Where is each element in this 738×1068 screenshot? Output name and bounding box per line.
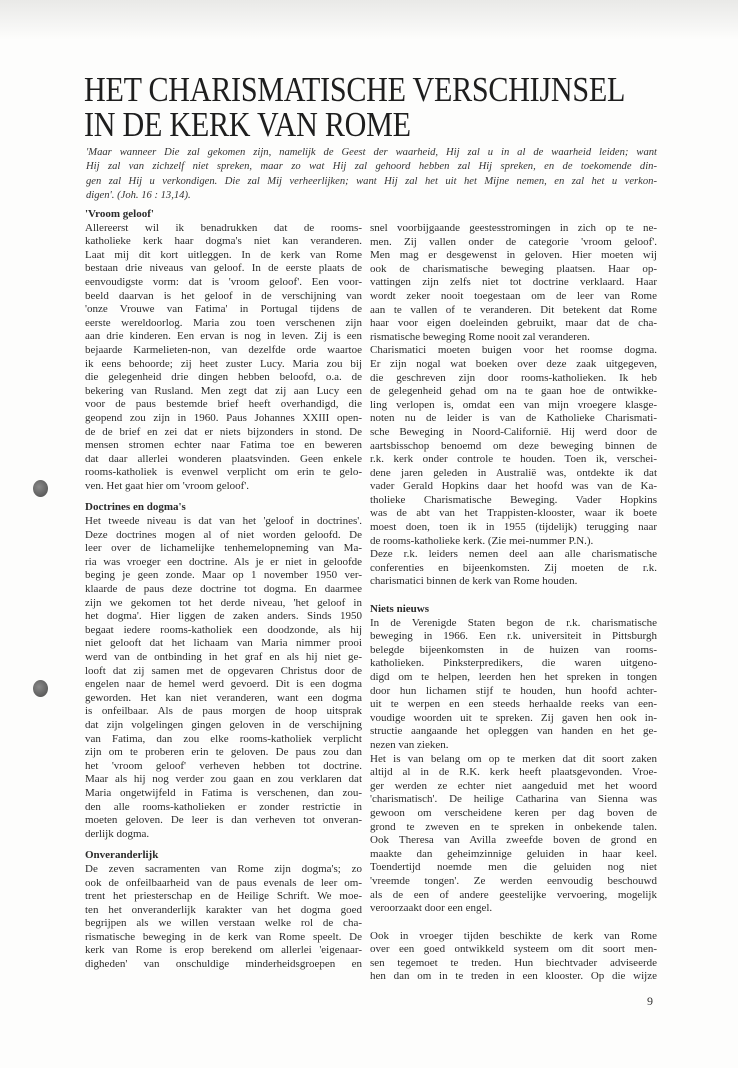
text-line: niet gelooft dat het lichaam van Maria nimmer prooi (85, 637, 362, 650)
text-line: belegde bijeenkomsten in de huizen van rooms- (370, 643, 657, 656)
text-line: Laat mij dit kort uitleggen. In de kerk van Rome (85, 248, 362, 261)
paragraph (85, 863, 362, 972)
paragraph (370, 930, 657, 984)
text-line: ook de onfeilbaarheid van de paus evenals de leer om- (85, 876, 362, 889)
text-line: kerk van Rome is erop berekend om allerlei 'eigenaar- (85, 944, 362, 957)
text-line: ten het onveranderlijk karakter van het dogma goed (85, 903, 362, 916)
quote-line: digen'. (Joh. 16 : 13,14). (86, 189, 191, 201)
text-line: de de brief en zei dat er niets bijzonders in stond. De (85, 425, 362, 438)
text-line: Er zijn nogal wat boeken over deze zaak uitgegeven, (370, 357, 657, 370)
text-line: mensen stromen echter naar Fatima toe en beweren (85, 439, 362, 452)
text-line: moeten geloven. De leer is dan verheven tot onveran- (85, 814, 362, 827)
text-line: moest doen, toen ik in 1955 (tijdelijk) terugging naar (370, 521, 657, 534)
paragraph (85, 222, 362, 494)
text-line: Deze doctrines mogen al of niet worden geloofd. De (85, 528, 362, 541)
text-line: 'vreemde tongen'. Ze werden eenvoudig beschouwd (370, 874, 657, 887)
text-line: die geschreven zijn door rooms-katholieken. Ik heb (370, 371, 657, 384)
text-line: looft dat zij samen met de opgevaren Christus door de (85, 664, 362, 677)
text-line: ger werden ze echter niet aangeduid met het woord (370, 779, 657, 792)
text-line: grond te zweven en te spreken in onbekende talen. (370, 820, 657, 833)
text-line: dene jaren geleden in Australië was, ontdekte ik dat (370, 466, 657, 479)
text-line: beweging in 1966. Een r.k. universiteit in Pittsburgh (370, 630, 657, 643)
epigraph-quote (86, 146, 657, 203)
text-line: hen dan om in te treden in een klooster. Op die wijze (370, 970, 657, 983)
text-line: katholieke kerk haar dogma's niet kan veranderen. (85, 235, 362, 248)
paragraph (370, 344, 657, 548)
text-line: In de Verenigde Staten begon de r.k. charismatische (370, 616, 657, 629)
text-line: Het is van belang om op te merken dat dit soort zaken (370, 752, 657, 765)
text-line: sche Beweging in Noord-Californië. Hij werd door de (370, 425, 657, 438)
paragraph (85, 515, 362, 841)
text-line: bekering van Rusland. Men zegt dat zij aan Lucy een (85, 384, 362, 397)
punch-hole-top (33, 480, 48, 497)
text-line: begrijpen als we willen verstaan welke rol de cha- (85, 917, 362, 930)
text-line: Men mag er desgewenst in geloven. Hier moeten wij (370, 249, 657, 262)
text-line: bejaarde Karmelieten-non, van dezelfde orde waartoe (85, 343, 362, 356)
text-line: beeld daarvan is het geloof in de verschijning van (85, 289, 362, 302)
left-column (85, 208, 362, 972)
text-line: men. Zij vallen onder de categorie 'vroom geloof'. (370, 235, 657, 248)
text-line: aan drie kinderen. Een ervan is nog in leven. Zij is een (85, 330, 362, 343)
text-line: aan te vallen of te veranderen. Dit betekent dat Rome (370, 303, 657, 316)
text-line: noten nu de leider is van de Katholieke Charismati- (370, 412, 657, 425)
text-line: conferenties en bijeenkomsten. Zij moeten de r.k. (370, 561, 657, 574)
text-line: over een goed ontwikkeld systeem om dit soort men- (370, 943, 657, 956)
text-line: den alle rooms-katholieken er zonder restrictie in (85, 800, 362, 813)
text-line: uit te werpen en een steeds herhaalde reeks van een- (370, 698, 657, 711)
text-line: gewoon om verscheidene keren per dag boven de (370, 806, 657, 819)
section-heading: Doctrines en dogma's (85, 501, 186, 514)
text-line: derlijk dogma. (85, 827, 150, 840)
text-line: van Fatima, dan zou elke rooms-katholiek verplicht (85, 732, 362, 745)
text-line: ook de charismatische beweging plaatsen. Haar op- (370, 262, 657, 275)
text-line: het dogma'. Hier liggen de zaken anders. Sinds 1950 (85, 610, 362, 623)
text-line: geopend zou zijn in 1960. Paus Johannes XXIII open- (85, 411, 362, 424)
text-line: begaat iedere rooms-katholiek een doodzonde, als hij (85, 623, 362, 636)
article-section (85, 849, 362, 971)
text-line: haar voor eigen doeleinden gebruikt, maar dat de cha- (370, 317, 657, 330)
text-line: de rooms-katholieke kerk. (Zie mei-nummer P.N.). (370, 534, 594, 547)
text-line: ria was vroeger een doctrine. Als je er niet in geloofde (85, 555, 362, 568)
text-line: ik eens behoorde; zij heet zuster Lucy. Maria zou bij (85, 357, 362, 370)
text-line: altijd al in de R.K. kerk heeft plaatsgevonden. Vroe- (370, 766, 657, 779)
text-line: voudige woorden uit te spreken. Zij gaven hen ook in- (370, 711, 657, 724)
right-column (370, 222, 657, 984)
text-line: Ook Theresa van Avilla zweefde boven de grond en (370, 834, 657, 847)
text-line: als de een of andere geestelijke vervoering, mogelijk (370, 888, 657, 901)
text-line: Maria ongetwijfeld in Fatima is verschenen, dan zou- (85, 786, 362, 799)
text-line: zijn om te proberen erin te geloven. De paus zou dan (85, 746, 362, 759)
article-section (370, 222, 657, 589)
text-line: r.k. kerk onder controle te houden. Toen ik, verschei- (370, 453, 657, 466)
text-line: De zeven sacramenten van Rome zijn dogma's; zo (85, 862, 362, 875)
text-line: dat daar allerlei wonderen plaatsvinden. Geen enkele (85, 452, 362, 465)
text-line: wordt zeker nooit toegestaan om de leer van Rome (370, 289, 657, 302)
text-line: 'onze Vrouwe van Fatima' in Portugal tijdens de (85, 303, 362, 316)
text-line: beging je geen zonde. Maar op 1 november 1950 ver- (85, 569, 362, 582)
text-line: werd van de ontbinding in het graf en als hij niet ge- (85, 651, 362, 663)
text-line: sen tegemoet te treden. Hun biechtvader adviseerde (370, 956, 657, 969)
text-line: Charismatici moeten buigen voor het roomse dogma. (370, 344, 657, 357)
text-line: rismatische beweging in de kerk van Rome speelt. De (85, 930, 362, 943)
paragraph (370, 222, 657, 344)
text-line: charismatici binnen de kerk van Rome houden. (370, 575, 578, 588)
paragraph (370, 548, 657, 589)
text-line: veroorzaakt door een engel. (370, 902, 493, 915)
text-line: Deze r.k. leiders nemen deel aan alle charismatische (370, 548, 657, 561)
quote-line: Hij zal van zichzelf niet spreken, maar zo wat Hij zal gehoord hebben zal Hij spreken, en de toekomende din- (86, 161, 657, 173)
text-line: is onfeilbaar. Als de paus morgen de hoop uitsprak (85, 705, 362, 718)
paragraph (370, 617, 657, 753)
article-section (85, 501, 362, 841)
section-heading: Niets nieuws (370, 603, 429, 616)
text-line: leer over de lichamelijke tenhemelopneming van Ma- (85, 542, 362, 555)
text-line: door hun lichamen stijf te houden, hun hoofd achter- (370, 684, 657, 697)
text-line: engelen naar de hemel werd gevoerd. Dit is een dogma (85, 678, 362, 691)
article-section (85, 208, 362, 493)
text-line: Het tweede niveau is dat van het 'geloof in doctrines'. (85, 515, 362, 528)
text-line: zijn we gekomen tot het derde niveau, 'het geloof in (85, 596, 362, 609)
text-line: snel voorbijgaande geestesstromingen in zich op te ne- (370, 222, 657, 234)
text-line: eenvoudigste vorm: dat is 'vroom geloof'. Een voor- (85, 275, 362, 288)
quote-line: gen zal Hij u verkondigen. Die zal Mij verheerlijken; want Hij zal het uit het Mijne nemen, en zal het u verkon- (86, 175, 657, 187)
text-line: Maar als hij nog verder zou gaan en zou verklaren dat (85, 773, 362, 786)
scan-shading (0, 0, 738, 40)
title-line: HET CHARISMATISCHE VERSCHIJNSEL (84, 70, 626, 109)
text-line: structie aangaande het opleggen van handen en het ge- (370, 725, 657, 738)
text-line: maakte dan geheimzinnige geluiden in haar keel. (370, 847, 657, 860)
text-line: ven. Het gaat hier om 'vroom geloof'. (85, 479, 250, 492)
text-line: vattingen zijn zelfs niet tot doctrine verklaard. Haar (370, 276, 657, 289)
text-line: digd om te helpen, leerden hen het spreken in tongen (370, 671, 657, 683)
page-number: 9 (647, 994, 653, 1008)
text-line: rismatische beweging Rome nooit zal veranderen. (370, 330, 590, 343)
text-line: vader Gerald Hopkins daar het hoofd was van de Ka- (370, 480, 657, 493)
title-line: IN DE KERK VAN ROME (84, 105, 411, 144)
text-line: Toendertijd noemde men die geluiden nog niet (370, 861, 657, 874)
text-line: Allereerst wil ik benadrukken dat de rooms- (85, 221, 362, 234)
text-line: aartsbisschop benoemd om deze beweging binnen de (370, 439, 657, 452)
section-heading: Onveranderlijk (85, 849, 159, 862)
text-line: voor de paus bestemde brief heeft overhandigd, die (85, 398, 362, 411)
text-line: katholieken. Pinksterpredikers, die waren uitgeno- (370, 657, 657, 670)
text-line: bestaan drie niveaus van geloof. In de eerste plaats de (85, 262, 362, 275)
paragraph (370, 753, 657, 916)
text-line: rooms-katholiek is evenwel verplicht om erin te gelo- (85, 466, 362, 479)
text-line: tholieke Charismatische Beweging. Vader Hopkins (370, 493, 657, 506)
text-line: ling verlopen is, omdat een van mijn vroegere klasge- (370, 398, 657, 411)
text-line: 'charismatisch'. De heilige Catharina van Sienna was (370, 793, 657, 806)
article-title (84, 72, 625, 142)
text-line: de gelegenheid gehad om na te gaan hoe de ontwikke- (370, 385, 657, 398)
text-line: dat zijn volgelingen gingen geloven in de verschijning (85, 718, 362, 731)
text-line: digheden' van onschuldige minderheidsgroepen en (85, 958, 362, 971)
quote-line: 'Maar wanneer Die zal gekomen zijn, namelijk de Geest der waarheid, Hij zal u in al de waarheid leiden; want (86, 147, 657, 158)
text-line: eerste wereldoorlog. Maria zou toen verschenen zijn (85, 316, 362, 329)
text-line: geworden. Het kan niet veranderen, want een dogma (85, 691, 362, 704)
text-line: het 'vroom geloof' verheven hebben tot doctrine. (85, 759, 362, 772)
article-section (370, 603, 657, 984)
text-line: nezen van zieken. (370, 738, 449, 751)
text-line: was de abt van het Trappisten-klooster, waar ik boete (370, 507, 657, 520)
text-line: trent het priesterschap en de Heilige Schrift. We moe- (85, 890, 362, 903)
text-line: die gelegenheid drie dingen hebben beloofd, o.a. de (85, 371, 362, 384)
text-line: Ook in vroeger tijden beschikte de kerk van Rome (370, 929, 657, 942)
text-line: klaarde de paus deze doctrine tot dogma. En daarmee (85, 583, 362, 596)
punch-hole-bottom (33, 680, 48, 697)
section-heading: 'Vroom geloof' (85, 208, 154, 220)
